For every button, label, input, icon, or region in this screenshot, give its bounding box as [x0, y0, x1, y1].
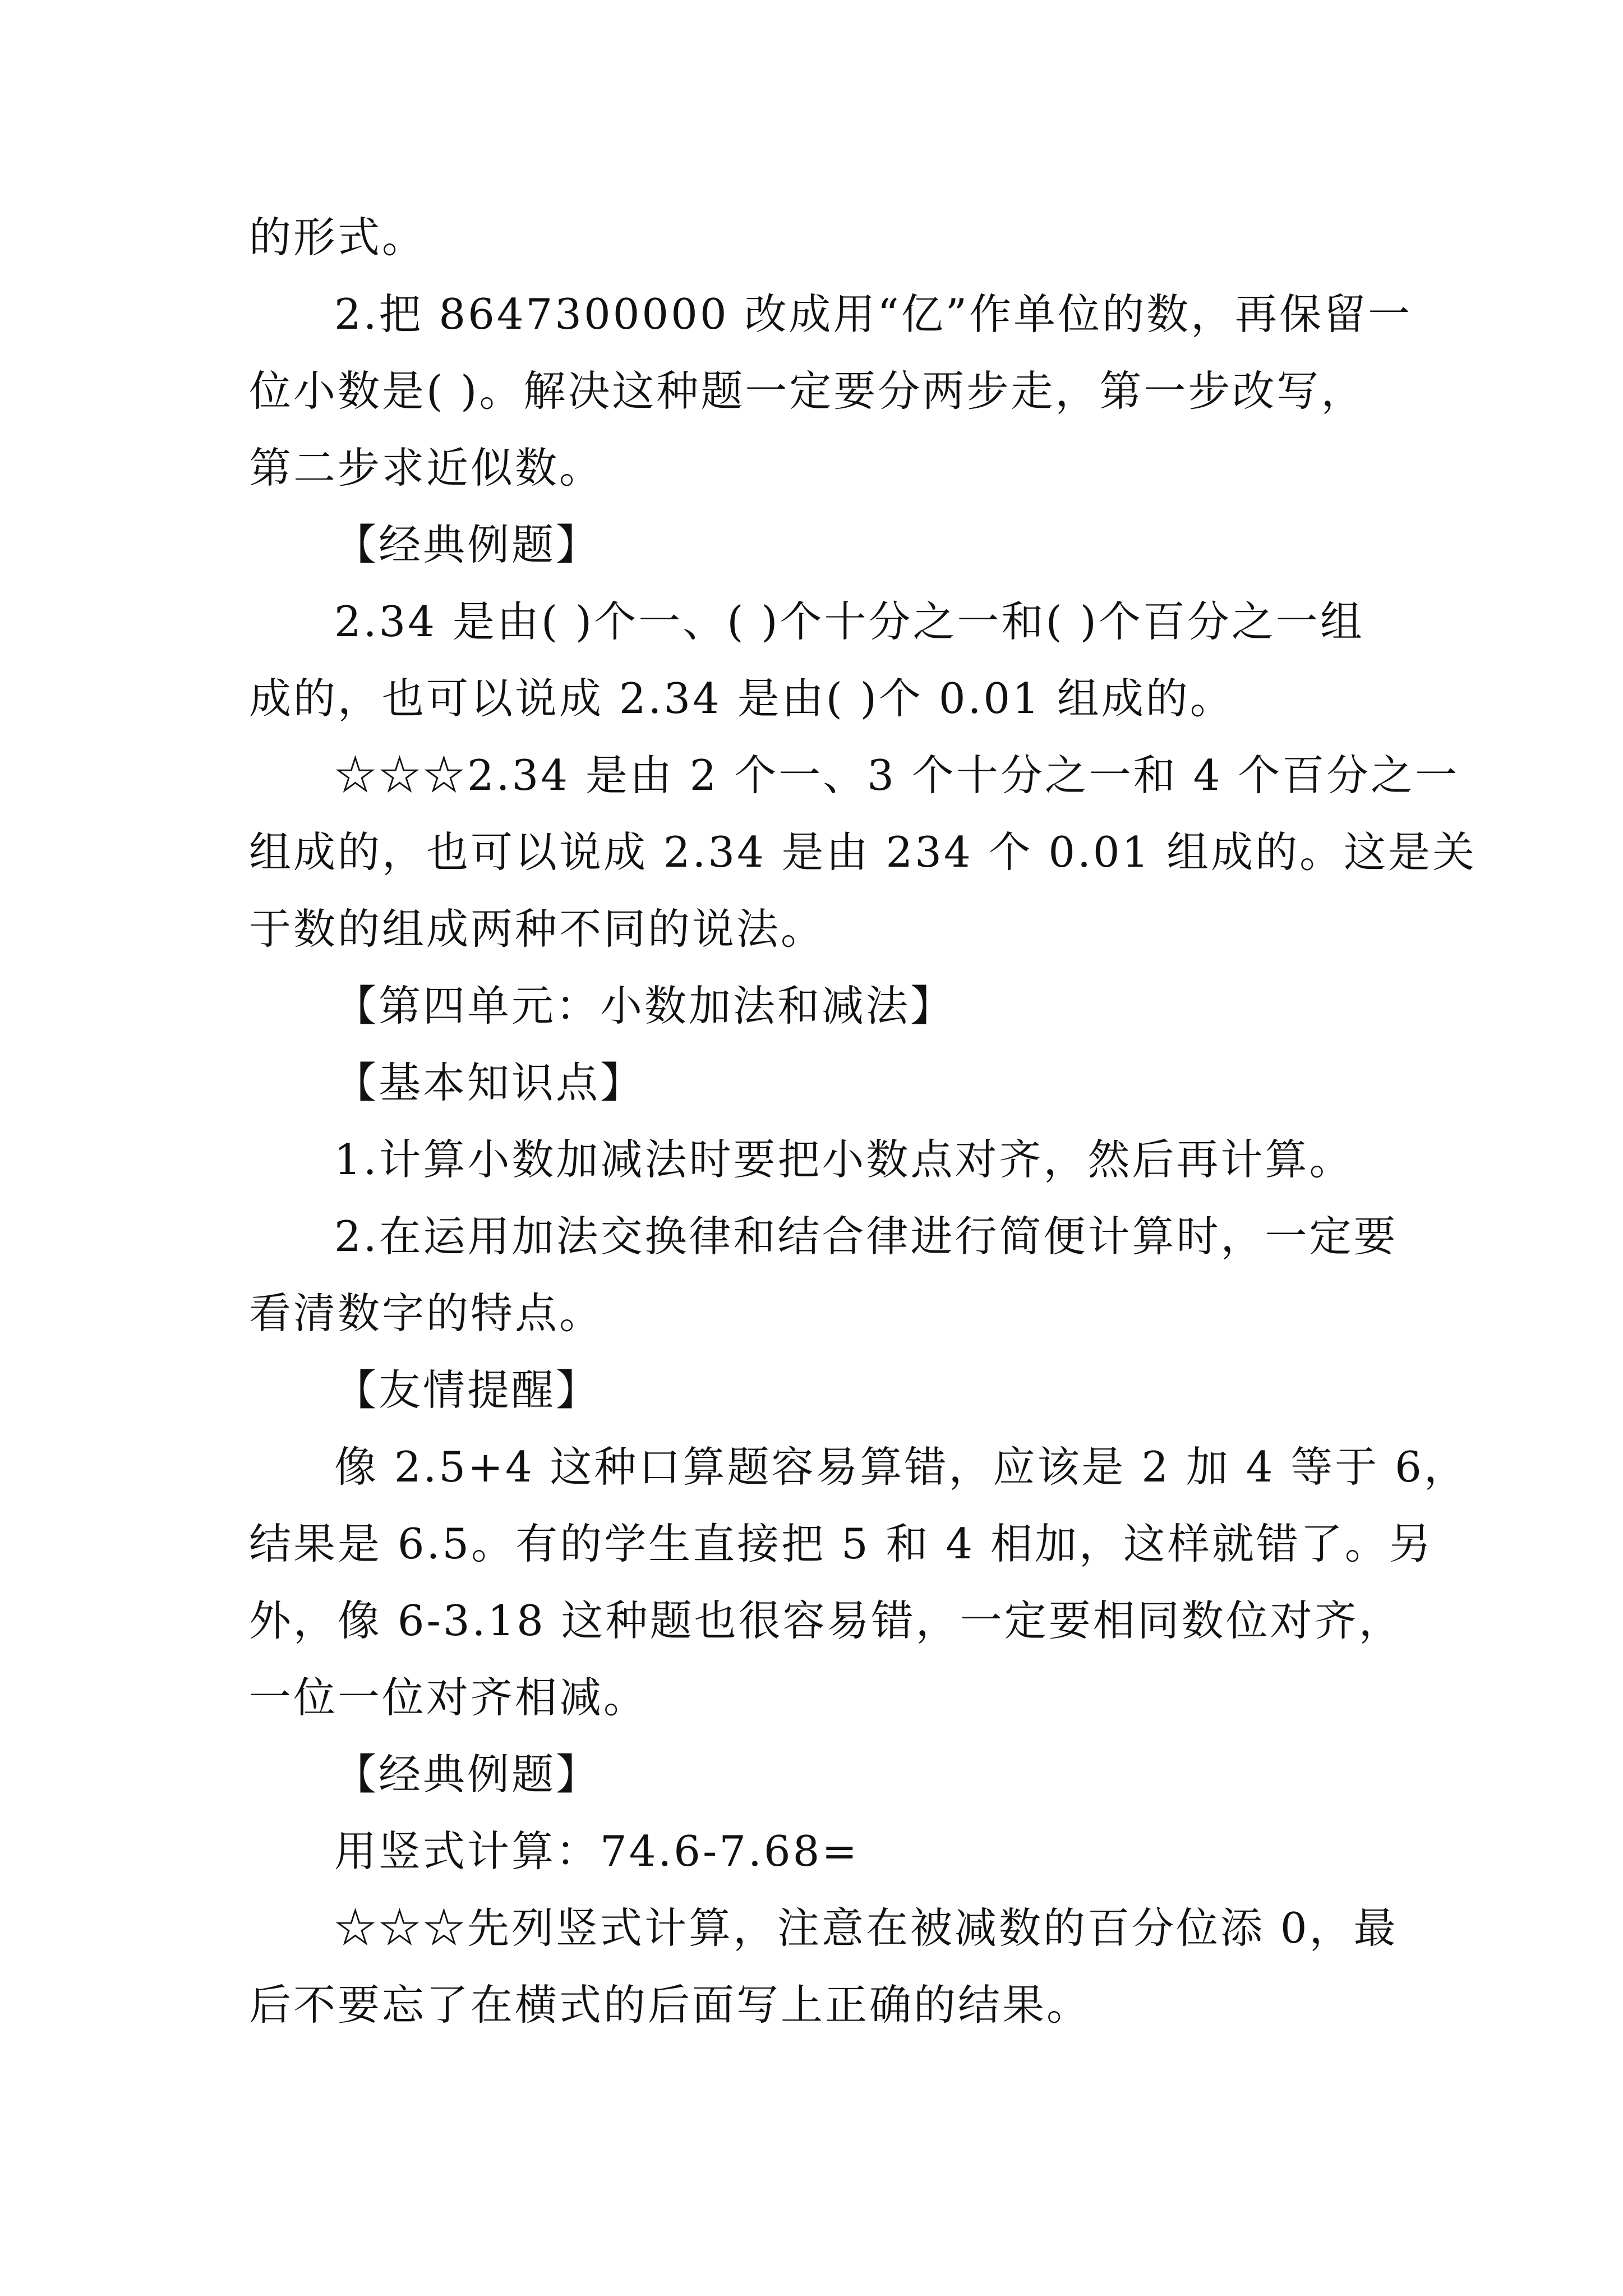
text-line: 1.计算小数加减法时要把小数点对齐，然后再计算。 — [334, 1135, 1354, 1184]
text-line: 第二步求近似数。 — [249, 443, 604, 493]
text-line: 于数的组成两种不同的说法。 — [249, 904, 826, 954]
text-line: 后不要忘了在横式的后面写上正确的结果。 — [249, 1980, 1091, 2030]
section-heading: 【经典例题】 — [334, 520, 601, 569]
text-line: 位小数是( )。解决这种题一定要分两步走，第一步改写， — [249, 366, 1366, 416]
section-heading: 【经典例题】 — [334, 1750, 601, 1799]
text-line: 成的，也可以说成 2.34 是由( )个 0.01 组成的。 — [249, 674, 1234, 723]
text-line: 外，像 6-3.18 这种题也很容易错，一定要相同数位对齐， — [249, 1596, 1403, 1645]
section-heading: 【友情提醒】 — [334, 1365, 601, 1415]
text-line: 用竖式计算：74.6-7.68= — [334, 1826, 860, 1876]
text-line: 2.在运用加法交换律和结合律进行简便计算时，一定要 — [334, 1212, 1398, 1261]
text-line: 结果是 6.5。有的学生直接把 5 和 4 相加，这样就错了。另 — [249, 1519, 1433, 1568]
text-line: 像 2.5+4 这种口算题容易算错，应该是 2 加 4 等于 6， — [334, 1442, 1468, 1492]
text-line: ☆☆☆先列竖式计算，注意在被减数的百分位添 0，最 — [334, 1903, 1398, 1953]
text-line: 2.34 是由( )个一、( )个十分之一和( )个百分之一组 — [334, 597, 1364, 646]
section-heading: 【第四单元：小数加法和减法】 — [334, 981, 955, 1030]
document-body — [249, 199, 1477, 2044]
text-line: 的形式。 — [249, 213, 427, 262]
section-heading: 【基本知识点】 — [334, 1058, 645, 1107]
text-line: ☆☆☆2.34 是由 2 个一、3 个十分之一和 4 个百分之一 — [334, 751, 1460, 800]
text-line: 一位一位对齐相减。 — [249, 1673, 648, 1722]
text-line: 2.把 8647300000 改成用“亿”作单位的数，再保留一 — [334, 289, 1413, 339]
text-line: 看清数字的特点。 — [249, 1289, 604, 1338]
text-line: 组成的，也可以说成 2.34 是由 234 个 0.01 组成的。这是关 — [249, 827, 1477, 877]
